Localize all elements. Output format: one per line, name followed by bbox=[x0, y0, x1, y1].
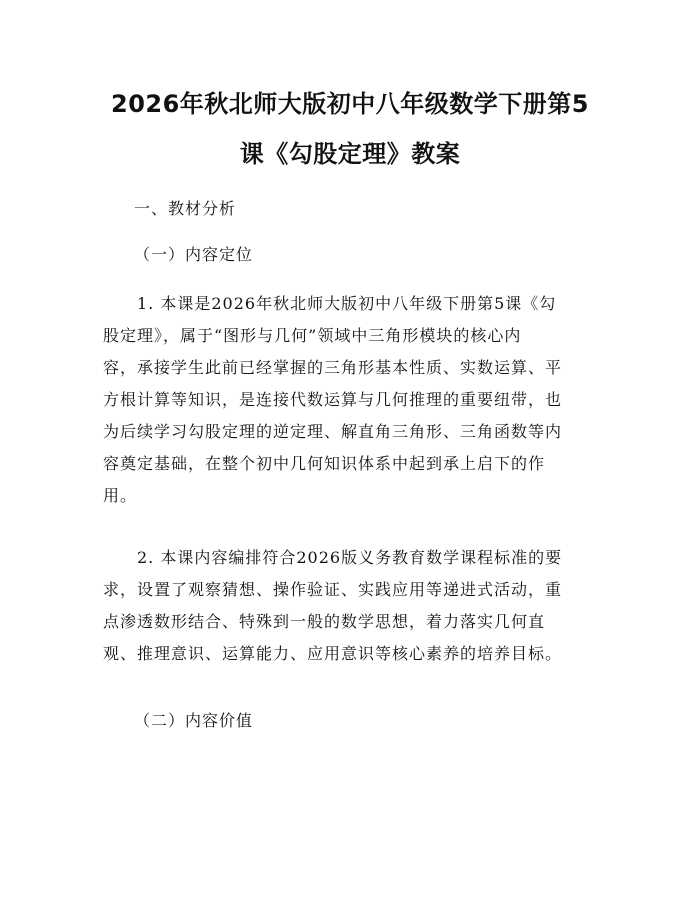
paragraph-line: 股定理》，属于“图形与几何”领域中三角形模块的核心内 bbox=[103, 326, 522, 345]
paragraph-2 bbox=[103, 542, 603, 670]
paragraph-line: 求，设置了观察猜想、操作验证、实践应用等递进式活动，重 bbox=[103, 580, 563, 599]
paragraph-line: 点渗透数形结合、特殊到一般的数学思想，着力落实几何直 bbox=[103, 612, 546, 631]
paragraph-line: 容，承接学生此前已经掌握的三角形基本性质、实数运算、平 bbox=[103, 358, 563, 377]
paragraph-line: 观、推理意识、运算能力、应用意识等核心素养的培养目标。 bbox=[103, 644, 563, 663]
document-title-line-2: 课《勾股定理》教案 bbox=[239, 140, 461, 168]
subsection-heading-content-positioning: （一）内容定位 bbox=[134, 245, 254, 264]
paragraph-line: 2. 本课内容编排符合2026版义务教育数学课程标准的要 bbox=[137, 548, 563, 567]
paragraph-line: 为后续学习勾股定理的逆定理、解直角三角形、三角函数等内 bbox=[103, 422, 563, 441]
section-heading-textbook-analysis: 一、教材分析 bbox=[134, 199, 237, 218]
paragraph-line: 1. 本课是2026年秋北师大版初中八年级下册第5课《勾 bbox=[137, 294, 557, 313]
subsection-heading-content-value: （二）内容价值 bbox=[134, 711, 254, 730]
paragraph-line: 容奠定基础，在整个初中几何知识体系中起到承上启下的作 bbox=[103, 454, 546, 473]
paragraph-1 bbox=[103, 288, 603, 512]
paragraph-line: 方根计算等知识，是连接代数运算与几何推理的重要纽带，也 bbox=[103, 390, 563, 409]
paragraph-line: 用。 bbox=[103, 486, 138, 505]
document-title-line-1: 2026年秋北师大版初中八年级数学下册第5 bbox=[111, 90, 589, 118]
